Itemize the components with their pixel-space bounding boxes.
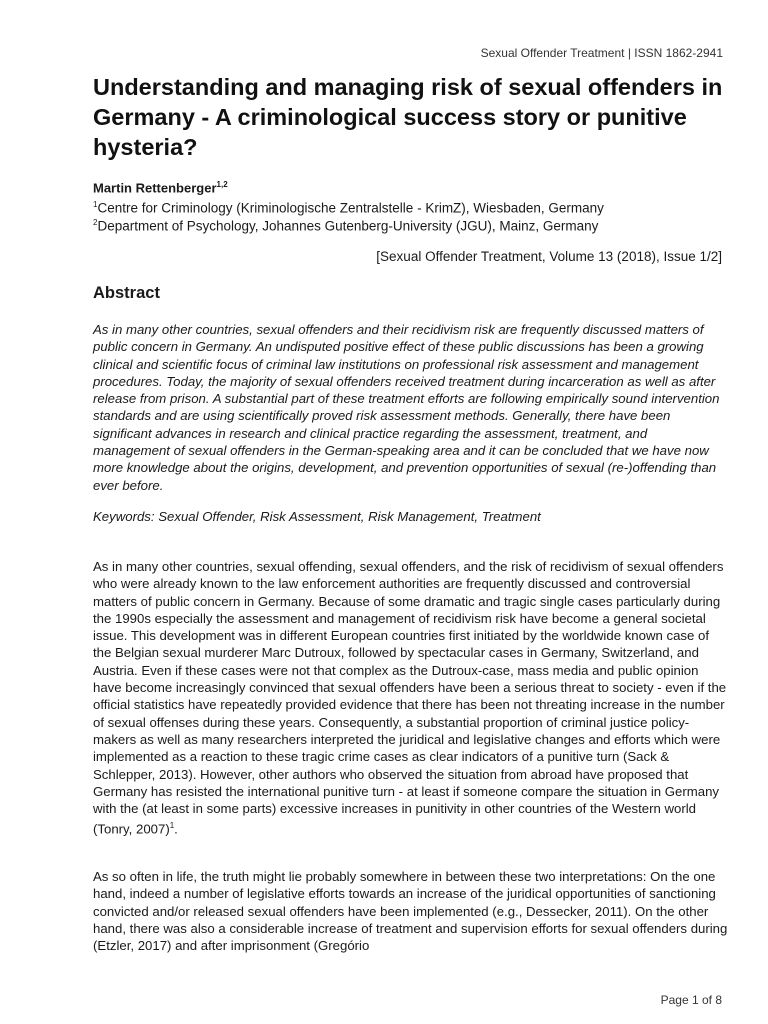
body-paragraph-1: [93, 558, 729, 838]
author-name: Martin Rettenberger: [93, 180, 217, 196]
author-affiliation-marks: 1,2: [216, 180, 228, 189]
keywords: Keywords: Sexual Offender, Risk Assessment, Risk Management, Treatment: [93, 509, 541, 524]
abstract-text: As in many other countries, sexual offenders and their recidivism risk are frequently discussed matters of public concern in Germany. An undisputed positive effect of these public discussions has been a growing clinical and scientific focus of criminal law institutions on professional risk assessment and management procedures. Today, the majority of sexual offenders received treatment during incarceration as well as after release from prison. A substantial part of these treatment efforts are following empirically sound intervention standards and are using scientifically proved risk assessment methods. Generally, there have been significant advances in research and clinical practice regarding the assessment, treatment, and management of sexual offenders in the German-speaking area and it can be concluded that we have now more knowledge about the origins, development, and prevention opportunities of sexual (re-)offending than ever before.: [93, 322, 720, 493]
author-line: [93, 180, 228, 195]
running-header: Sexual Offender Treatment | ISSN 1862-2941: [480, 46, 723, 60]
affiliation-2-text: Department of Psychology, Johannes Gutenberg-University (JGU), Mainz, Germany: [97, 218, 599, 234]
affiliation-2: [93, 214, 598, 235]
footnote-marker[interactable]: 1: [169, 821, 175, 831]
page-number: Page 1 of 8: [660, 993, 722, 1007]
body-paragraph-1-end: .: [174, 821, 178, 837]
affiliation-1-mark: 1: [93, 200, 98, 209]
affiliation-1-text: Centre for Criminology (Kriminologische Zentralstelle - KrimZ), Wiesbaden, Germany: [97, 200, 604, 216]
abstract-heading: Abstract: [93, 284, 160, 302]
body-paragraph-2: As so often in life, the truth might lie probably somewhere in between these two interpretations: On the one hand, indeed a number of legislative efforts towards an increase of the juridical opportunities of sanctioning convicted and/or released sexual offenders have been implemented (e.g., Dessecker, 2011). On the other hand, there was also a considerable increase of treatment and supervision efforts for sexual offenders during (Etzler, 2017) and after imprisonment (Gregório: [93, 869, 728, 954]
journal-citation: [Sexual Offender Treatment, Volume 13 (2018), Issue 1/2]: [376, 249, 722, 264]
article-title: Understanding and managing risk of sexual offenders in Germany - A criminological success story or punitive hysteria?: [93, 74, 723, 160]
body-paragraph-1-text: As in many other countries, sexual offending, sexual offenders, and the risk of recidivism of sexual offenders who were already known to the law enforcement authorities are frequently discussed and controversial matters of public concern in Germany. Because of some dramatic and tragic single cases particularly during the 1990s especially the assessment and management of recidivism risk have become a general societal issue. This development was in different European countries first initiated by the worldwide known case of the Belgian sexual murderer Marc Dutroux, followed by spectacular cases in Germany, Switzerland, and Austria. Even if these cases were not that complex as the Dutroux-case, mass media and public opinion have become increasingly convinced that sexual offenders have been a serious threat to society - even if the official statistics have repeatedly provided evidence that there has been not threating increase in the number of sexual offenses during these years. Consequently, a substantial proportion of criminal justice policy-makers as well as many researchers interpreted the juridical and legislative changes and efforts which were implemented as a reaction to these tragic crime cases as clear indicators of a punitive turn (Sack & Schlepper, 2013). However, other authors who observed the situation from abroad have proposed that Germany has resisted the international punitive turn - at least if someone compare the situation in Germany with the (at least in some parts) excessive increases in punitivity in other countries of the Western world (Tonry, 2007): [93, 559, 727, 837]
affiliation-2-mark: 2: [93, 218, 98, 227]
